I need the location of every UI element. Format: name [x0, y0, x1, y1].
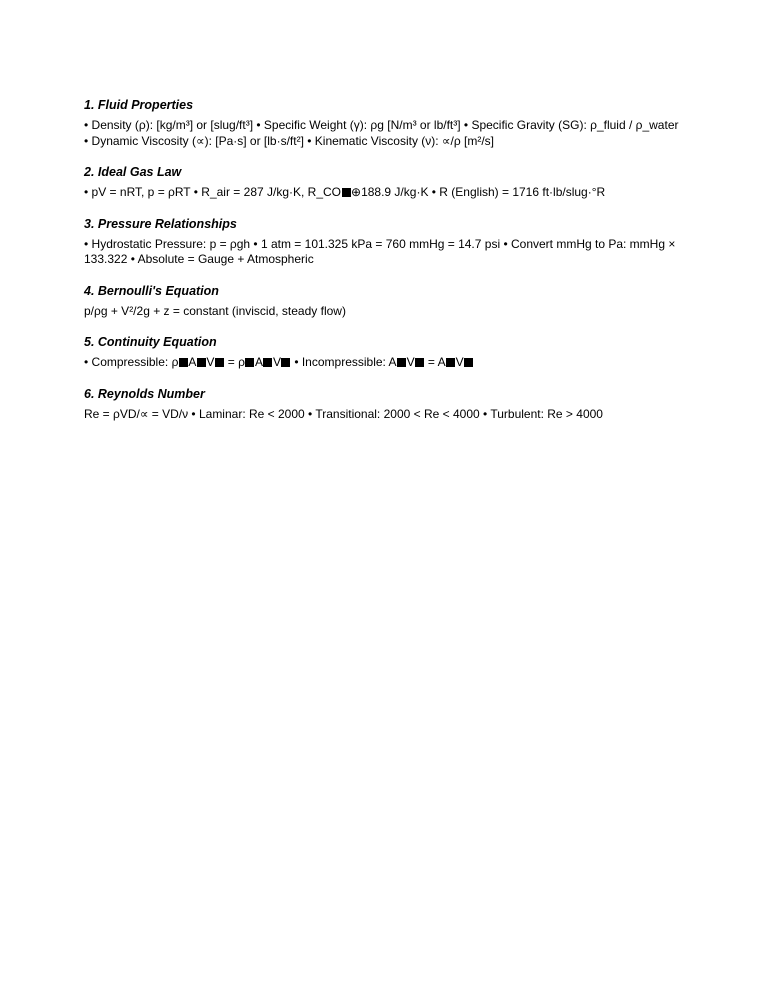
missing-glyph-box — [263, 358, 272, 367]
body-text: = A — [427, 355, 446, 369]
missing-glyph-box — [215, 358, 224, 367]
body-text: A — [188, 355, 197, 369]
section-body — [84, 185, 684, 201]
section-fluid-properties — [84, 97, 684, 149]
body-text: • Incompressible: A — [294, 355, 397, 369]
section-heading: 2. Ideal Gas Law — [84, 165, 182, 179]
section-heading: 1. Fluid Properties — [84, 98, 194, 112]
missing-glyph-box — [446, 358, 455, 367]
missing-glyph-box — [342, 188, 351, 197]
missing-glyph-box — [245, 358, 254, 367]
missing-glyph-box — [415, 358, 424, 367]
section-continuity — [84, 334, 684, 371]
body-text: V — [206, 355, 215, 369]
section-heading: 6. Reynolds Number — [84, 386, 205, 401]
section-body: • Density (ρ): [kg/m³] or [slug/ft³] • Specific Weight (γ): ρg [N/m³ or lb/ft³] • Specific Gravity (SG): ρ_fluid / ρ_water • Dynamic Viscosity (∝): [Pa·s] or [lb·s/ft²] • Kinematic Viscosity (ν): ∝/ρ [m²/s] — [84, 118, 679, 148]
body-text: V — [406, 355, 415, 369]
body-text: A — [254, 355, 263, 369]
missing-glyph-box — [281, 358, 290, 367]
section-ideal-gas-law — [84, 164, 684, 201]
section-body: Re = ρVD/∝ = VD/ν • Laminar: Re < 2000 • Transitional: 2000 < Re < 4000 • Turbulent: Re > 4000 — [84, 406, 603, 421]
section-pressure-relationships — [84, 216, 684, 268]
section-body: p/ρg + V²/2g + z = constant (inviscid, steady flow) — [84, 303, 346, 318]
document-page — [84, 97, 684, 437]
body-text: ⊕188.9 J/kg·K • R (English) = 1716 ft·lb/slug·°R — [351, 185, 606, 199]
body-text: • pV = nRT, p = ρRT • R_air = 287 J/kg·K, R_CO — [84, 185, 342, 199]
section-reynolds-number — [84, 386, 684, 423]
body-text: = ρ — [227, 355, 245, 369]
section-heading: 4. Bernoulli's Equation — [84, 283, 219, 298]
missing-glyph-box — [464, 358, 473, 367]
section-bernoulli — [84, 283, 684, 320]
body-text: • Compressible: ρ — [84, 355, 179, 369]
section-heading: 5. Continuity Equation — [84, 335, 217, 349]
missing-glyph-box — [397, 358, 406, 367]
section-body: • Hydrostatic Pressure: p = ρgh • 1 atm = 101.325 kPa = 760 mmHg = 14.7 psi • Convert mmHg to Pa: mmHg × 133.322 • Absolute = Gauge + Atmospheric — [84, 236, 676, 266]
body-text: V — [455, 355, 464, 369]
section-body — [84, 355, 684, 371]
missing-glyph-box — [179, 358, 188, 367]
body-text: V — [272, 355, 281, 369]
missing-glyph-box — [197, 358, 206, 367]
section-heading: 3. Pressure Relationships — [84, 216, 237, 231]
